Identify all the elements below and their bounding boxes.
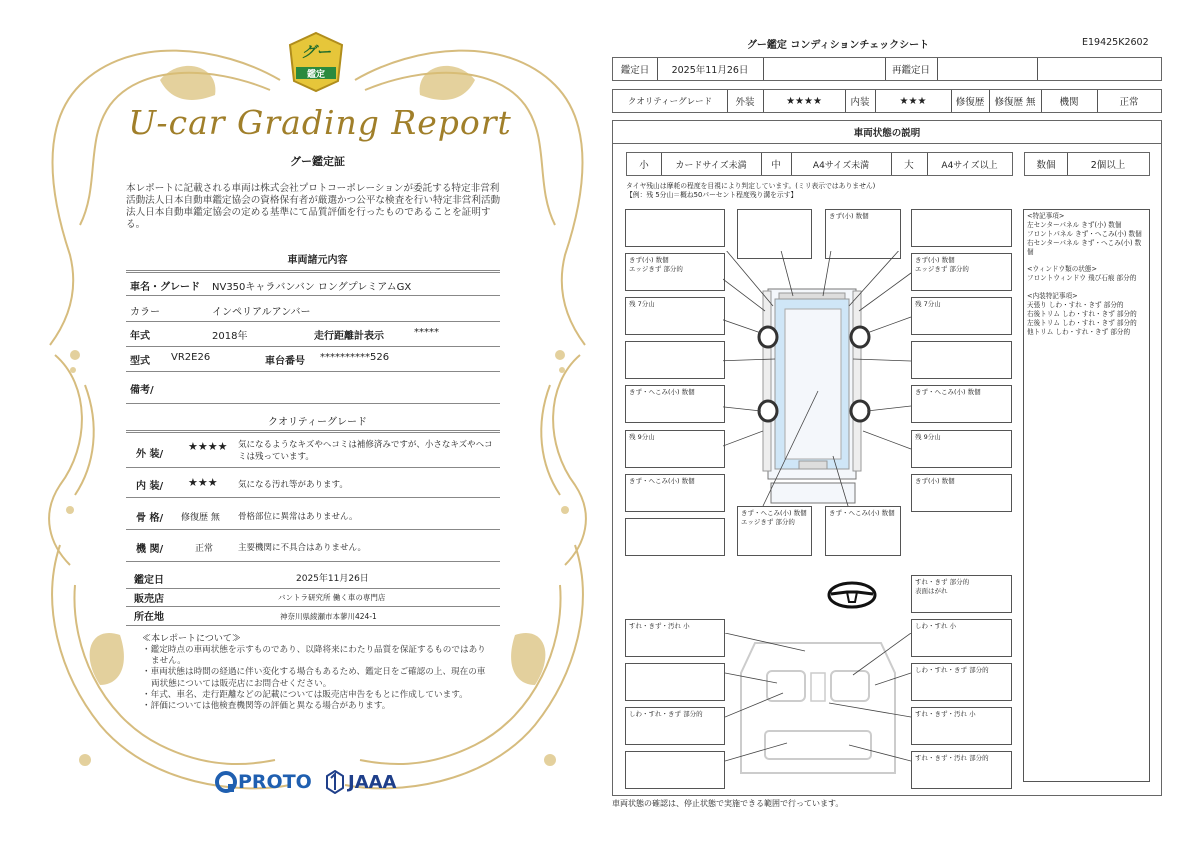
- ext-box-rear-bottom: [625, 518, 725, 556]
- emblem-bottom-text: 鑑定: [306, 70, 325, 80]
- vehicle-interior-diagram: [725, 633, 911, 783]
- color-value: インペリアルアンバー: [212, 307, 311, 318]
- condition-header: 車両状態の説明: [853, 128, 921, 139]
- proto-mark-icon: [215, 771, 237, 793]
- ext-box-rear-left: きず・へこみ(小) 数個 エッジきず 部分的: [737, 506, 812, 556]
- color-label: カラー: [130, 307, 160, 318]
- ext-box-right-center-panel: きず・へこみ(小) 数個: [911, 385, 1012, 423]
- ext-box-left-front-panel: きず(小) 数個 エッジきず 部分的: [625, 253, 725, 291]
- notice-list: [142, 645, 492, 712]
- mileage-value: *****: [414, 327, 439, 338]
- quality-header: クオリティーグレード: [268, 417, 367, 428]
- jaaa-mark-icon: [326, 770, 344, 794]
- mileage-label: 走行距離計表示: [314, 331, 384, 342]
- address-label: 所在地: [134, 612, 164, 623]
- reinspect-label: 再鑑定日: [891, 65, 930, 76]
- int-box-left-4: しわ・すれ・きず 部分的: [625, 707, 725, 745]
- int-box-right-1: しわ・すれ 小: [911, 619, 1012, 657]
- model-label: 型式: [130, 356, 150, 367]
- repair-value: 修復歴 無: [994, 97, 1036, 108]
- int-box-left-2: [625, 663, 725, 701]
- inspect-date-value: 2025年11月26日: [671, 65, 749, 76]
- count-desc: 2個以上: [1090, 160, 1126, 171]
- emblem-top-text: グー: [300, 43, 331, 61]
- exterior-stars: ★★★★: [188, 440, 228, 453]
- address-value: 神奈川県綾瀬市本蓼川424-1: [280, 612, 377, 621]
- special-notes: <特記事項> 左センターパネル きず(小) 数個 フロントパネル きず・へこみ(小) 数個 右センターパネル きず・へこみ(小) 数個 <ウィンドウ類の状態> フロントウィンドウ 飛び石痕 部分的 <内装特記事項> 天張り しわ・すれ・きず 部分的 右後トリム しわ・すれ・きず 部分的 左後トリム しわ・すれ・きず 部分的 他トリム しわ・すれ・きず 部分的: [1023, 209, 1150, 782]
- ext-label: 外装: [735, 97, 755, 108]
- frame-label: 骨 格/: [136, 513, 164, 524]
- goo-emblem: [288, 31, 344, 93]
- proto-logo: PROTO: [215, 771, 312, 793]
- ext-box-left-front-tire: 残 7分山: [625, 297, 725, 335]
- inspection-date-row: [612, 57, 1162, 81]
- interior-text: 気になる汚れ等があります。: [238, 480, 348, 490]
- shop-label: 販売店: [134, 594, 164, 605]
- steering-wheel-icon: [827, 580, 877, 610]
- tire-note-1: タイヤ残山は摩耗の程度を目視により判定しています。(ミリ表示ではありません): [626, 182, 876, 190]
- ext-box-right-front-tire: 残 7分山: [911, 297, 1012, 335]
- vehicle-exterior-diagram: [723, 251, 913, 511]
- certificate-panel: [40, 25, 595, 825]
- ext-box-left-mid: [625, 341, 725, 379]
- int-stars: ★★★: [899, 95, 927, 107]
- int-box-right-4: すれ・きず・汚れ 部分的: [911, 751, 1012, 789]
- size-large-desc: A4サイズ以上: [941, 160, 998, 171]
- check-sheet: [612, 30, 1164, 820]
- notice-header: ≪本レポートについて≫: [142, 634, 241, 644]
- engine-text: 主要機関に不具合はありません。: [238, 543, 367, 553]
- grade-row: [612, 89, 1162, 113]
- ext-box-right-mid: [911, 341, 1012, 379]
- ext-box-front-right: [911, 209, 1012, 247]
- ext-box-left-rear-panel: きず・へこみ(小) 数個: [625, 474, 725, 512]
- shop-value: バントラ研究所 働く車の専門店: [278, 593, 386, 602]
- notice-item: ・鑑定時点の車両状態を示すものであり、以降将来にわたり品質を保証するものではありません。: [142, 645, 486, 667]
- repair-label: 修復歴: [955, 97, 985, 108]
- interior-stars: ★★★: [188, 476, 218, 489]
- size-legend: [626, 152, 1013, 176]
- ext-box-right-rear-panel: きず(小) 数個: [911, 474, 1012, 512]
- sheet-title: グー鑑定 コンディションチェックシート: [746, 40, 930, 51]
- size-large-label: 大: [904, 160, 914, 171]
- engine-label: 機関: [1059, 97, 1079, 108]
- interior-label: 内 装/: [136, 481, 164, 492]
- jaaa-logo: JAAA: [326, 770, 397, 794]
- year-value: 2018年: [212, 331, 248, 342]
- ext-box-left-center-panel: きず・へこみ(小) 数個: [625, 385, 725, 423]
- int-box-right-2: しわ・すれ・きず 部分的: [911, 663, 1012, 701]
- ext-box-rear-right: きず・へこみ(小) 数個: [825, 506, 901, 556]
- certificate-title: グー鑑定証: [290, 155, 345, 168]
- engine-value: 正常: [1119, 97, 1139, 108]
- condition-panel: [612, 120, 1162, 796]
- int-label: 内装: [850, 97, 870, 108]
- remarks-label: 備考/: [130, 385, 154, 396]
- ext-box-front-left: [625, 209, 725, 247]
- specs-header: 車両諸元内容: [287, 255, 348, 266]
- model-value: VR2E26: [171, 352, 211, 363]
- engine-label: 機 関/: [136, 544, 164, 555]
- frame-text: 骨格部位に異常はありません。: [238, 512, 358, 522]
- size-mid-label: 中: [771, 160, 781, 171]
- chassis-label: 車台番号: [265, 356, 305, 367]
- script-title: U-car Grading Report: [128, 103, 512, 142]
- inspect-date-label: 鑑定日: [620, 65, 650, 76]
- reinspect-value: [937, 58, 1037, 80]
- notice-item: ・年式、車名、走行距離などの記載については販売店申告をもとに作成しています。: [142, 689, 468, 700]
- ext-box-front-center-right: きず(小) 数個: [825, 209, 901, 259]
- int-box-left-5: [625, 751, 725, 789]
- sheet-id: E19425K2602: [1082, 37, 1149, 48]
- int-box-steering: すれ・きず 部分的 表面はがれ: [911, 575, 1012, 613]
- chassis-value: **********526: [320, 352, 390, 363]
- exterior-text: 気になるようなキズやヘコミは補修済みですが、小さなキズやヘコミは残っています。: [238, 440, 493, 462]
- int-box-right-3: すれ・きず・汚れ 小: [911, 707, 1012, 745]
- size-small-label: 小: [639, 160, 649, 171]
- ext-box-right-front-panel: きず(小) 数個 エッジきず 部分的: [911, 253, 1012, 291]
- ext-stars: ★★★★: [786, 95, 822, 107]
- count-label: 数個: [1036, 160, 1056, 171]
- ext-box-right-rear-tire: 残 9分山: [911, 430, 1012, 468]
- count-legend: [1024, 152, 1150, 176]
- sheet-footer: 車両状態の確認は、停止状態で実施できる範囲で行っています。: [612, 799, 844, 808]
- grade-label: クオリティーグレード: [627, 97, 713, 107]
- name-value: NV350キャラバンバン ロングプレミアムGX: [212, 282, 412, 293]
- tire-note-2: 【例：残 5分山＝概ね50パーセント程度残り溝を示す】: [626, 191, 798, 199]
- size-mid-desc: A4サイズ未満: [812, 160, 870, 171]
- ext-box-left-rear-tire: 残 9分山: [625, 430, 725, 468]
- notice-item: ・車両状態は時間の経過に伴い変化する場合もあるため、鑑定日をご確認の上、現在の車両状態については販売店にお問合せください。: [142, 667, 486, 689]
- name-label: 車名・グレード: [130, 282, 200, 293]
- size-small-desc: カードサイズ未満: [675, 160, 747, 171]
- frame-value: 修復歴 無: [181, 513, 220, 523]
- year-label: 年式: [130, 331, 150, 342]
- date-value: 2025年11月26日: [296, 574, 369, 584]
- date-label: 鑑定日: [134, 575, 164, 586]
- notice-item: ・評価については他検査機関等の評価と異なる場合があります。: [142, 700, 391, 711]
- int-box-left-1: すれ・きず・汚れ 小: [625, 619, 725, 657]
- engine-value: 正常: [195, 544, 214, 554]
- intro-text: 本レポートに記載される車両は株式会社プロトコーポレーションが委託する特定非営利活動法人日本自動車鑑定協会の資格保有者が厳選かつ公平な検査を行い特定非営利活動法人日本自動車鑑定協会の定める基準にて品質評価を行ったものであることを証明する。: [126, 183, 501, 230]
- exterior-label: 外 装/: [136, 449, 164, 460]
